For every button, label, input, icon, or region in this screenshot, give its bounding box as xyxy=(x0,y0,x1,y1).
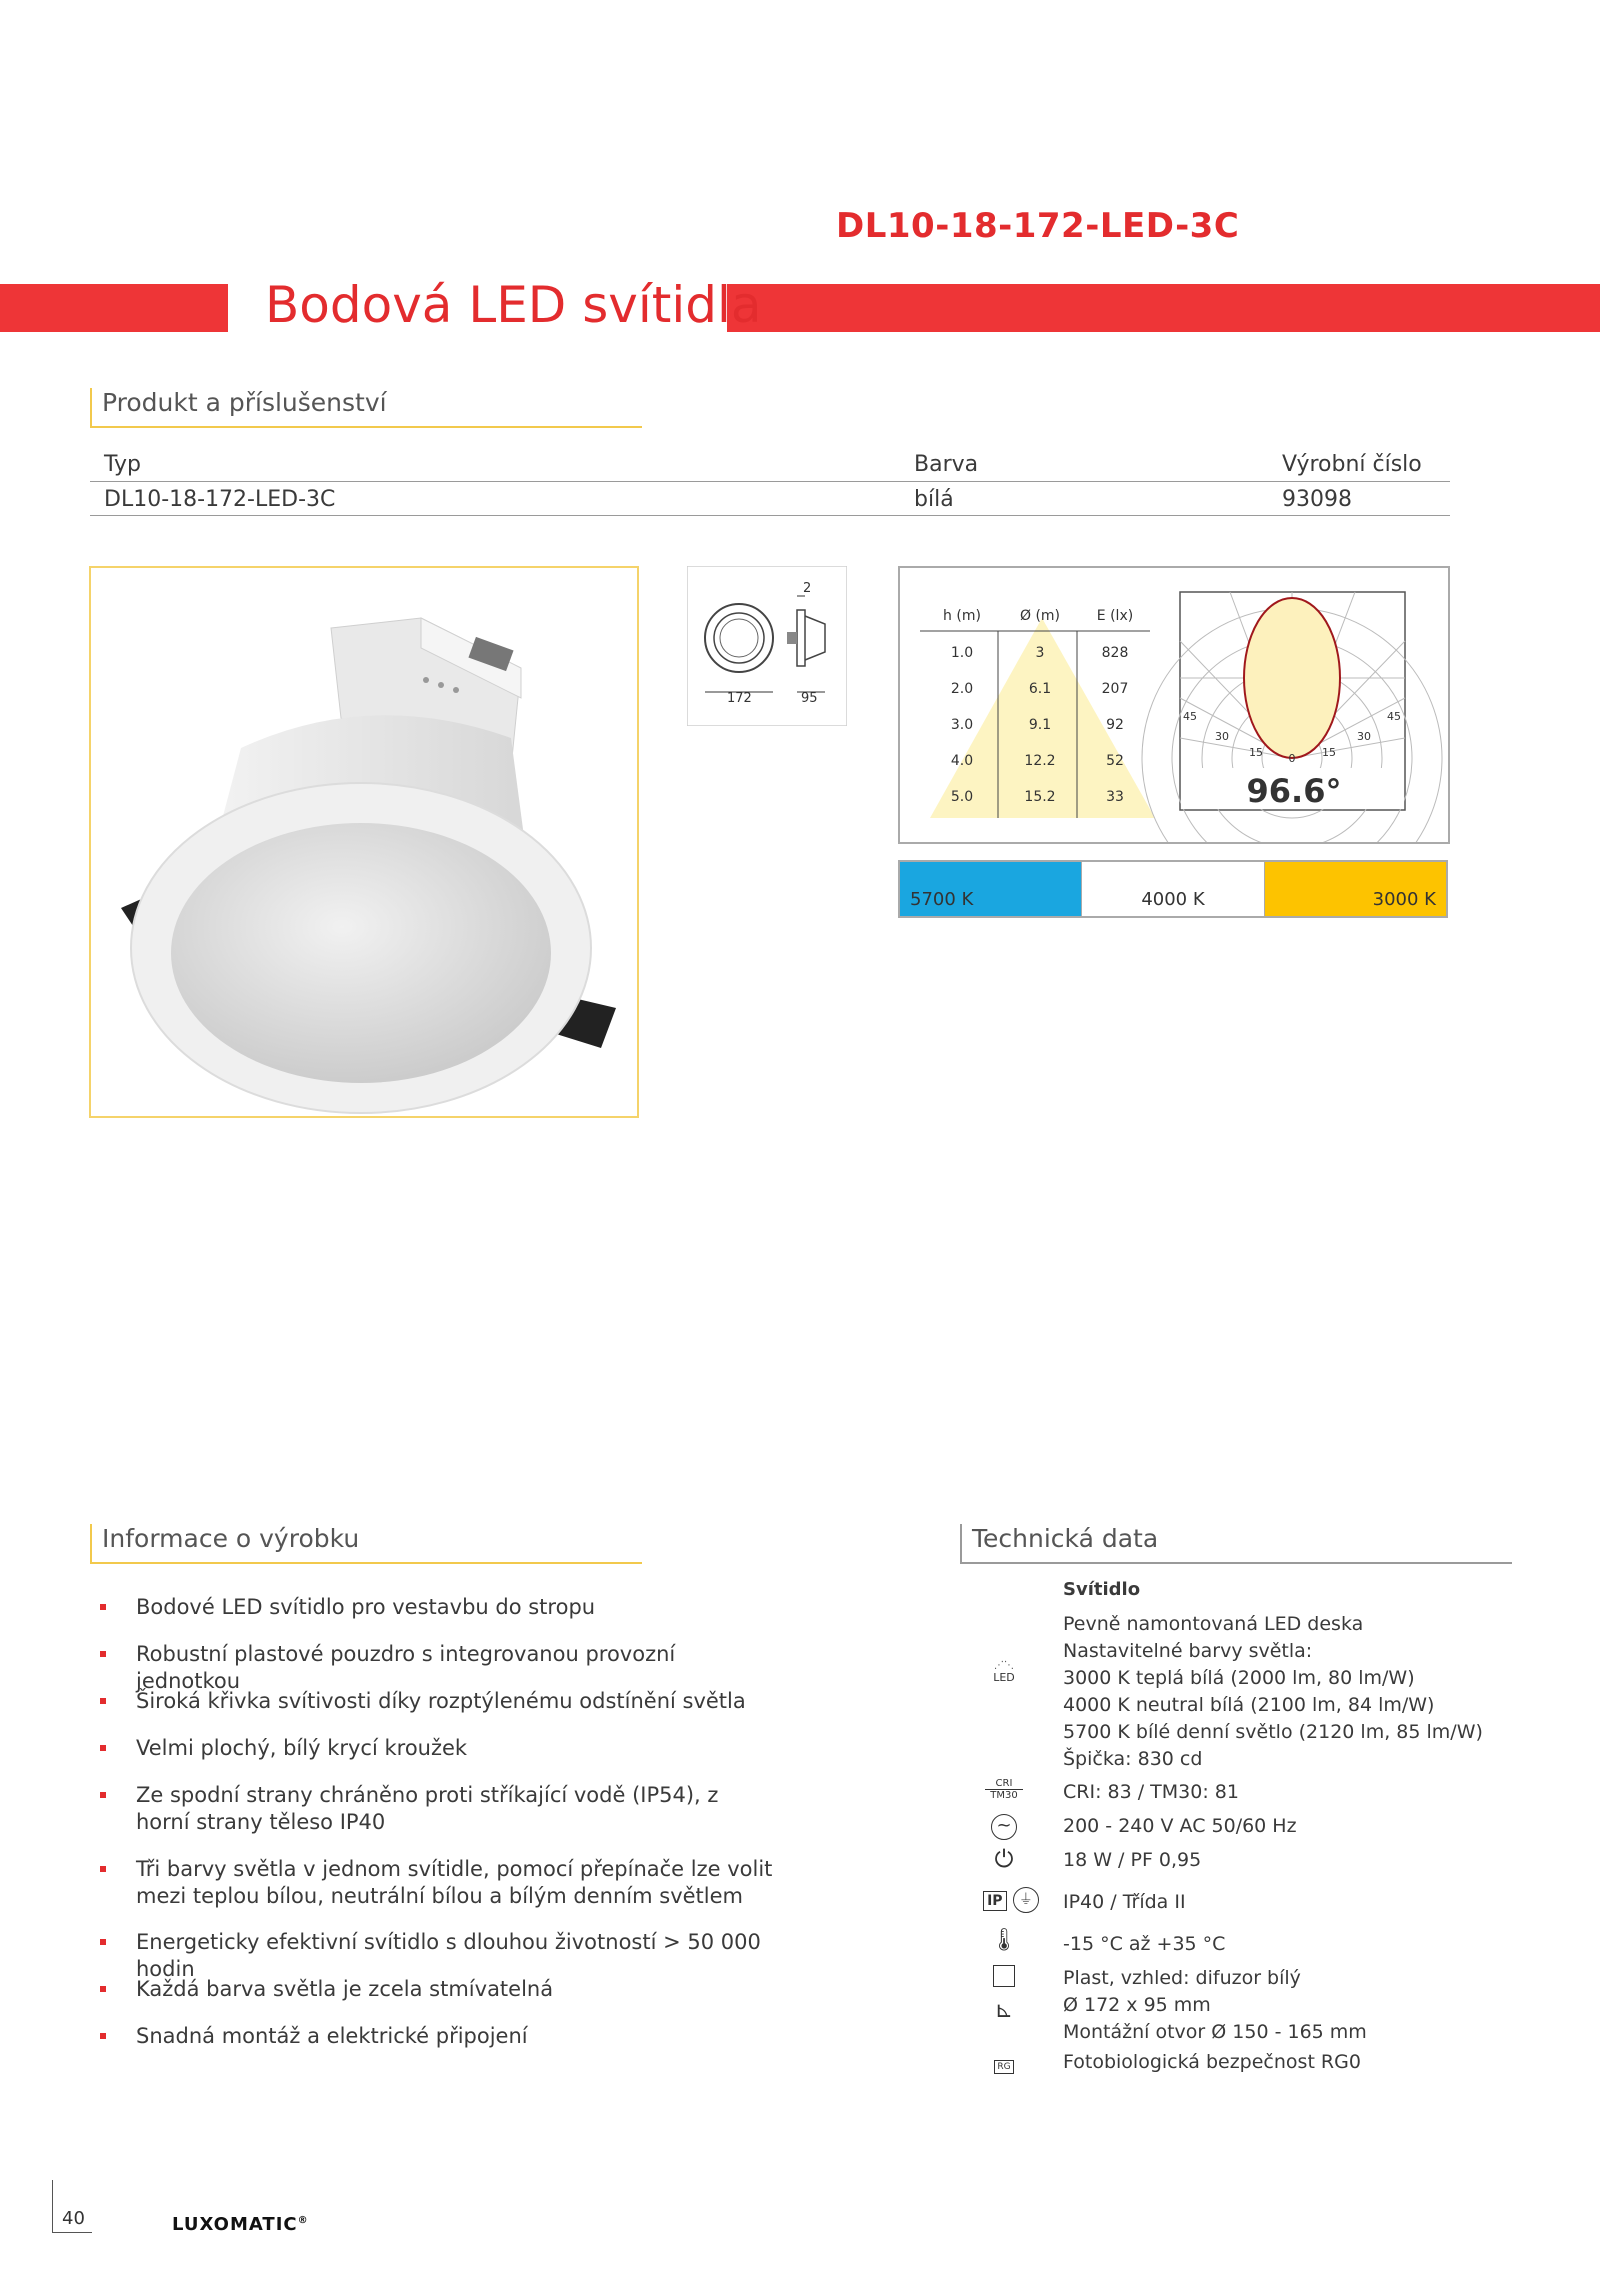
product-photo-frame xyxy=(89,566,639,1118)
dim-diameter-label: 172 xyxy=(727,691,752,706)
polar-label: 45 xyxy=(1387,710,1401,723)
illum-cell: 92 xyxy=(1106,717,1124,733)
col-header-type: Typ xyxy=(104,452,141,477)
material-icon xyxy=(985,1965,1023,1992)
dimension-drawing xyxy=(687,566,847,726)
illum-cell: 15.2 xyxy=(1024,789,1056,805)
beam-angle-label: 96.6° xyxy=(1246,772,1342,810)
illum-cell: 33 xyxy=(1106,789,1124,805)
cri-icon-top: CRI xyxy=(995,1778,1013,1789)
info-bullet-text: Ze spodní strany chráněno proti stříkající vodě (IP54), z horní strany těleso IP40 xyxy=(136,1783,719,1834)
color-temp-5700 xyxy=(900,862,1081,916)
rg-icon-label: RG xyxy=(994,2060,1013,2074)
illum-cell: 4.0 xyxy=(950,753,974,769)
illum-cell: 828 xyxy=(1101,645,1129,661)
tech-led-line: Nastavitelné barvy světla: xyxy=(1063,1640,1313,1662)
class-ii-icon: ⏚ xyxy=(1013,1887,1039,1913)
illum-cell: 3.0 xyxy=(950,717,974,733)
table-divider xyxy=(90,481,1450,482)
illum-cell: 6.1 xyxy=(1028,681,1052,697)
polar-label: 15 xyxy=(1249,746,1263,759)
illum-cell: 12.2 xyxy=(1024,753,1056,769)
info-bullet xyxy=(100,1688,780,1715)
ac-voltage-icon: ~ xyxy=(985,1812,1023,1840)
info-bullet xyxy=(100,1735,780,1762)
tech-cri: CRI: 83 / TM30: 81 xyxy=(1063,1781,1239,1803)
info-bullet xyxy=(100,1929,780,1983)
col-header-color: Barva xyxy=(914,452,979,477)
info-bullet xyxy=(100,2023,780,2050)
photometric-svg xyxy=(900,568,1448,842)
cri-icon-bottom: TM30 xyxy=(985,1789,1023,1801)
tech-led-line: Špička: 830 cd xyxy=(1063,1748,1203,1770)
illum-cell: 52 xyxy=(1106,753,1124,769)
info-bullet-text: Bodové LED svítidlo pro vestavbu do stropu xyxy=(136,1595,596,1619)
tech-photobio: Fotobiologická bezpečnost RG0 xyxy=(1063,2051,1361,2073)
rg-icon xyxy=(985,2050,1023,2074)
brand-text: LUXOMATIC xyxy=(172,2214,298,2235)
info-bullet xyxy=(100,1856,780,1910)
cri-icon xyxy=(985,1778,1023,1801)
polar-label: 15 xyxy=(1322,746,1336,759)
ip-class-icon xyxy=(978,1886,1044,1913)
illum-col-d: Ø (m) xyxy=(1019,608,1061,624)
tech-led-line: 5700 K bílé denní světlo (2120 lm, 85 lm/W) xyxy=(1063,1721,1483,1743)
polar-label: 0 xyxy=(1288,752,1296,765)
tech-power: 18 W / PF 0,95 xyxy=(1063,1849,1202,1871)
polar-diagram xyxy=(1142,592,1442,842)
info-bullet-text: Tři barvy světla v jednom svítidle, pomocí přepínače lze volit mezi teplou bílou, neutrální bílou a bílým denním světlem xyxy=(136,1857,773,1908)
tech-dimension: Ø 172 x 95 mm xyxy=(1063,1994,1211,2016)
tech-led-line: 3000 K teplá bílá (2000 lm, 80 lm/W) xyxy=(1063,1667,1415,1689)
cell-type: DL10-18-172-LED-3C xyxy=(104,487,336,512)
cell-color: bílá xyxy=(914,487,954,512)
led-icon: ⋰⋱ LED xyxy=(985,1660,1023,1684)
illum-cell: 2.0 xyxy=(950,681,974,697)
illum-cell: 9.1 xyxy=(1028,717,1052,733)
footer-rule xyxy=(52,2180,53,2232)
info-bullet-text: Energeticky efektivní svítidlo s dlouhou životností > 50 000 hodin xyxy=(136,1930,761,1981)
footer-rule-bottom xyxy=(52,2232,92,2233)
illum-cell: 3 xyxy=(1035,645,1045,661)
brand-logo xyxy=(172,2214,309,2235)
color-temp-4000 xyxy=(1081,862,1264,916)
color-temp-bar xyxy=(898,860,1448,918)
page-number: 40 xyxy=(62,2208,85,2229)
col-header-number: Výrobní číslo xyxy=(1282,452,1422,477)
tech-led-line: Pevně namontovaná LED deska xyxy=(1063,1613,1364,1635)
tech-temp: -15 °C až +35 °C xyxy=(1063,1933,1226,1955)
illum-col-e: E (lx) xyxy=(1096,608,1134,624)
photometric-box xyxy=(898,566,1450,844)
illum-col-h: h (m) xyxy=(943,608,981,624)
info-bullet xyxy=(100,1976,780,2003)
section-heading-product: Produkt a příslušenství xyxy=(90,388,642,428)
color-temp-5700-label: 5700 K xyxy=(910,889,974,910)
tech-voltage: 200 - 240 V AC 50/60 Hz xyxy=(1063,1815,1297,1837)
color-temp-4000-label: 4000 K xyxy=(1141,889,1205,910)
tech-led-line: 4000 K neutral bílá (2100 lm, 84 lm/W) xyxy=(1063,1694,1435,1716)
polar-label: 45 xyxy=(1183,710,1197,723)
page-title: Bodová LED svítidla xyxy=(265,276,762,334)
section-heading-info: Informace o výrobku xyxy=(90,1524,642,1564)
red-band-right xyxy=(727,284,1600,332)
info-bullet-text: Robustní plastové pouzdro s integrovanou provozní jednotkou xyxy=(136,1642,676,1693)
thermometer-icon: 🌡 xyxy=(990,1928,1018,1953)
info-bullet-text: Snadná montáž a elektrické připojení xyxy=(136,2024,528,2048)
ip-icon-label: IP xyxy=(983,1891,1006,1911)
downlight-illustration xyxy=(91,568,637,1116)
tech-ip: IP40 / Třída II xyxy=(1063,1891,1186,1913)
tech-material: Plast, vzhled: difuzor bílý xyxy=(1063,1967,1301,1989)
tech-cutout: Montážní otvor Ø 150 - 165 mm xyxy=(1063,2021,1367,2043)
info-bullet-text: Velmi plochý, bílý krycí kroužek xyxy=(136,1736,468,1760)
cell-number: 93098 xyxy=(1282,487,1352,512)
info-bullet xyxy=(100,1594,780,1621)
dim-height-label: 95 xyxy=(801,691,818,706)
brand-registered: ® xyxy=(297,2215,309,2226)
section-heading-tech: Technická data xyxy=(960,1524,1512,1564)
dim-top-label: 2 xyxy=(803,581,812,596)
illum-cell: 1.0 xyxy=(950,645,974,661)
polar-label: 30 xyxy=(1357,730,1371,743)
table-bottom-line xyxy=(90,515,1450,516)
dimension-icon: ⊾ xyxy=(994,1998,1014,2023)
polar-label: 30 xyxy=(1215,730,1229,743)
info-bullet-text: Každá barva světla je zcela stmívatelná xyxy=(136,1977,554,2001)
illum-cell: 5.0 xyxy=(950,789,974,805)
tech-subheading: Svítidlo xyxy=(1063,1579,1141,1600)
info-bullet-text: Široká křivka svítivosti díky rozptýlenému odstínění světla xyxy=(136,1689,746,1713)
info-bullet xyxy=(100,1641,780,1695)
color-temp-3000-label: 3000 K xyxy=(1372,889,1436,910)
led-icon-label: LED xyxy=(993,1671,1015,1684)
product-code-heading: DL10-18-172-LED-3C xyxy=(836,206,1240,246)
info-bullet xyxy=(100,1782,740,1836)
red-band-left xyxy=(0,284,228,332)
illum-cell: 207 xyxy=(1101,681,1129,697)
power-icon: ⏻ xyxy=(994,1845,1014,1873)
color-temp-3000 xyxy=(1265,862,1446,916)
dimension-drawing-svg xyxy=(687,566,847,726)
